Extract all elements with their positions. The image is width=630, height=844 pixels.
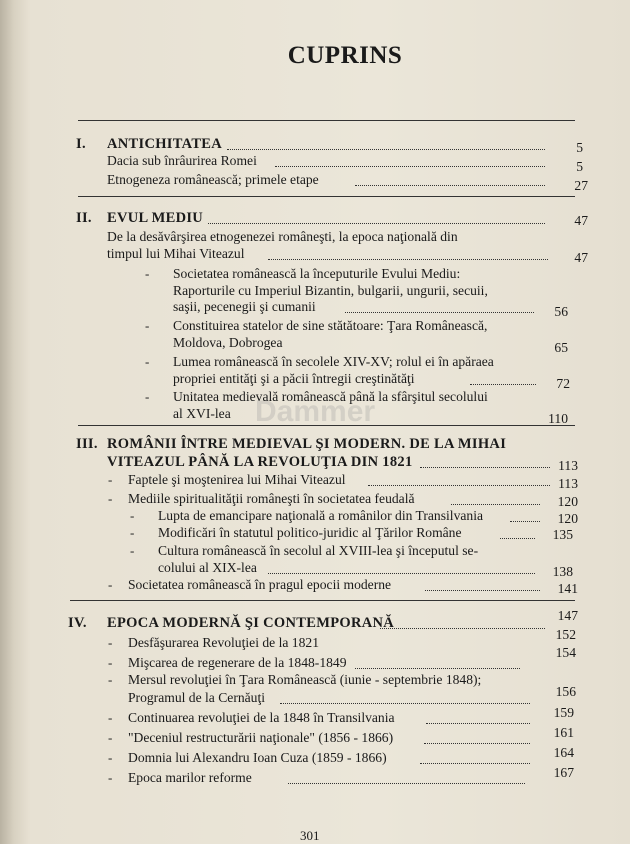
list-bullet-dash: -	[108, 770, 113, 785]
leader-dots	[425, 590, 540, 591]
leader-dots	[355, 668, 520, 669]
toc-page-number: 156	[555, 684, 576, 699]
toc-entry: Constituirea statelor de sine stătătoare: Ţara Românească,	[173, 318, 488, 333]
toc-page-number: 120	[557, 494, 578, 509]
section-heading: VITEAZUL PÂNĂ LA REVOLUŢIA DIN 1821	[107, 454, 413, 470]
leader-dots	[288, 783, 525, 784]
list-bullet-dash: -	[108, 635, 113, 650]
toc-page-number: 154	[555, 645, 576, 660]
leader-dots	[275, 166, 545, 167]
section-heading: ANTICHITATEA	[107, 136, 223, 152]
toc-page-number: 167	[553, 765, 574, 780]
toc-entry: Epoca marilor reforme	[128, 770, 252, 785]
toc-entry: colului al XIX-lea	[158, 560, 257, 575]
toc-entry: "Deceniul restructurării naţionale" (1856 - 1866)	[128, 730, 394, 745]
toc-page-number: 27	[574, 178, 588, 193]
leader-dots	[280, 703, 530, 704]
list-bullet-dash: -	[145, 389, 150, 404]
leader-dots	[510, 521, 540, 522]
toc-entry: Moldova, Dobrogea	[173, 335, 283, 350]
section-numeral: IV.	[68, 615, 87, 631]
toc-page-number: 65	[554, 340, 568, 355]
page-number: 301	[300, 828, 320, 843]
toc-entry: Societatea românească în pragul epocii moderne	[128, 577, 392, 592]
toc-page-number: 147	[557, 608, 578, 623]
toc-entry: Desfăşurarea Revoluţiei de la 1821	[128, 635, 319, 650]
leader-dots	[355, 185, 545, 186]
toc-entry: timpul lui Mihai Viteazul	[107, 246, 245, 261]
list-bullet-dash: -	[145, 318, 150, 333]
section-divider	[78, 425, 575, 426]
toc-entry: Modificări în statutul politico-juridic al Ţărilor Române	[158, 525, 462, 540]
toc-entry: Raporturile cu Imperiul Bizantin, bulgarii, ungurii, secuii,	[173, 283, 488, 298]
toc-page-number: 141	[557, 581, 578, 596]
toc-entry: Domnia lui Alexandru Ioan Cuza (1859 - 1866)	[128, 750, 387, 765]
toc-entry: Etnogeneza românească; primele etape	[107, 172, 319, 187]
leader-dots	[268, 259, 548, 260]
leader-dots	[227, 149, 545, 150]
toc-entry: al XVI-lea	[173, 406, 231, 421]
toc-entry: Lupta de emancipare naţională a românilor din Transilvania	[158, 508, 484, 523]
leader-dots	[368, 485, 550, 486]
toc-page-number: 47	[574, 213, 588, 228]
list-bullet-dash: -	[108, 710, 113, 725]
toc-entry: Programul de la Cernăuţi	[128, 690, 266, 705]
leader-dots	[424, 743, 530, 744]
toc-entry: Societatea românească la începuturile Evului Mediu:	[173, 266, 461, 281]
toc-page-number: 113	[558, 458, 578, 473]
leader-dots	[345, 312, 534, 313]
toc-entry: Continuarea revoluţiei de la 1848 în Transilvania	[128, 710, 395, 725]
toc-entry: De la desăvârşirea etnogenezei româneşti, la epoca naţională din	[107, 229, 458, 244]
toc-page-number: 113	[558, 476, 578, 491]
section-heading: EVUL MEDIU	[107, 210, 204, 226]
section-divider	[78, 196, 575, 197]
list-bullet-dash: -	[130, 543, 135, 558]
list-bullet-dash: -	[130, 525, 135, 540]
watermark-logo: Dammer	[255, 395, 376, 428]
list-bullet-dash: -	[108, 730, 113, 745]
list-bullet-dash: -	[108, 672, 113, 687]
toc-page-number: 164	[553, 745, 574, 760]
list-bullet-dash: -	[145, 354, 150, 369]
leader-dots	[451, 504, 540, 505]
leader-dots	[420, 467, 550, 468]
toc-page-number: 152	[555, 627, 576, 642]
page-title: CUPRINS	[287, 42, 403, 69]
toc-entry: Dacia sub înrâurirea Romei	[107, 153, 257, 168]
toc-page-number: 135	[552, 527, 573, 542]
list-bullet-dash: -	[108, 577, 113, 592]
toc-page-number: 56	[554, 304, 568, 319]
toc-page-number: 72	[556, 376, 570, 391]
toc-entry: Unitatea medievală românească până la sfârşitul secolului	[173, 389, 488, 404]
leader-dots	[500, 538, 535, 539]
toc-page-number: 5	[576, 140, 583, 155]
leader-dots	[426, 723, 530, 724]
toc-page-number: 5	[576, 159, 583, 174]
leader-dots	[208, 223, 545, 224]
leader-dots	[470, 384, 536, 385]
toc-entry: Lumea românească în secolele XIV-XV; rolul ei în apăraea	[173, 354, 494, 369]
toc-entry: propriei entităţi şi a păcii întregii creştinătăţi	[173, 371, 415, 386]
toc-entry: Faptele şi moştenirea lui Mihai Viteazul	[128, 472, 346, 487]
section-numeral: III.	[76, 436, 98, 452]
toc-page-number: 159	[553, 705, 574, 720]
toc-entry: Mersul revoluţiei în Ţara Românească (iunie - septembrie 1848);	[128, 672, 482, 687]
leader-dots	[420, 763, 530, 764]
toc-entry: Cultura românească în secolul al XVIII-lea şi începutul se-	[158, 543, 479, 558]
list-bullet-dash: -	[145, 266, 150, 281]
toc-page-number: 161	[553, 725, 574, 740]
list-bullet-dash: -	[130, 508, 135, 523]
list-bullet-dash: -	[108, 750, 113, 765]
toc-page-number: 120	[557, 511, 578, 526]
list-bullet-dash: -	[108, 491, 113, 506]
section-divider	[70, 600, 575, 601]
leader-dots	[268, 573, 535, 574]
toc-entry: Mişcarea de regenerare de la 1848-1849	[128, 655, 347, 670]
toc-page-number: 138	[552, 564, 573, 579]
section-numeral: II.	[76, 210, 92, 226]
toc-entry: saşii, pecenegii şi cumanii	[173, 299, 316, 314]
list-bullet-dash: -	[108, 472, 113, 487]
section-heading: EPOCA MODERNĂ ŞI CONTEMPORANĂ	[107, 615, 395, 631]
toc-entry: Mediile spiritualităţii româneşti în societatea feudală	[128, 491, 415, 506]
leader-dots	[380, 628, 545, 629]
section-divider	[78, 120, 575, 121]
section-heading: ROMÂNII ÎNTRE MEDIEVAL ŞI MODERN. DE LA MIHAI	[107, 436, 507, 452]
toc-page-number: 110	[548, 411, 568, 426]
section-numeral: I.	[76, 136, 86, 152]
toc-page-number: 47	[574, 250, 588, 265]
list-bullet-dash: -	[108, 655, 113, 670]
